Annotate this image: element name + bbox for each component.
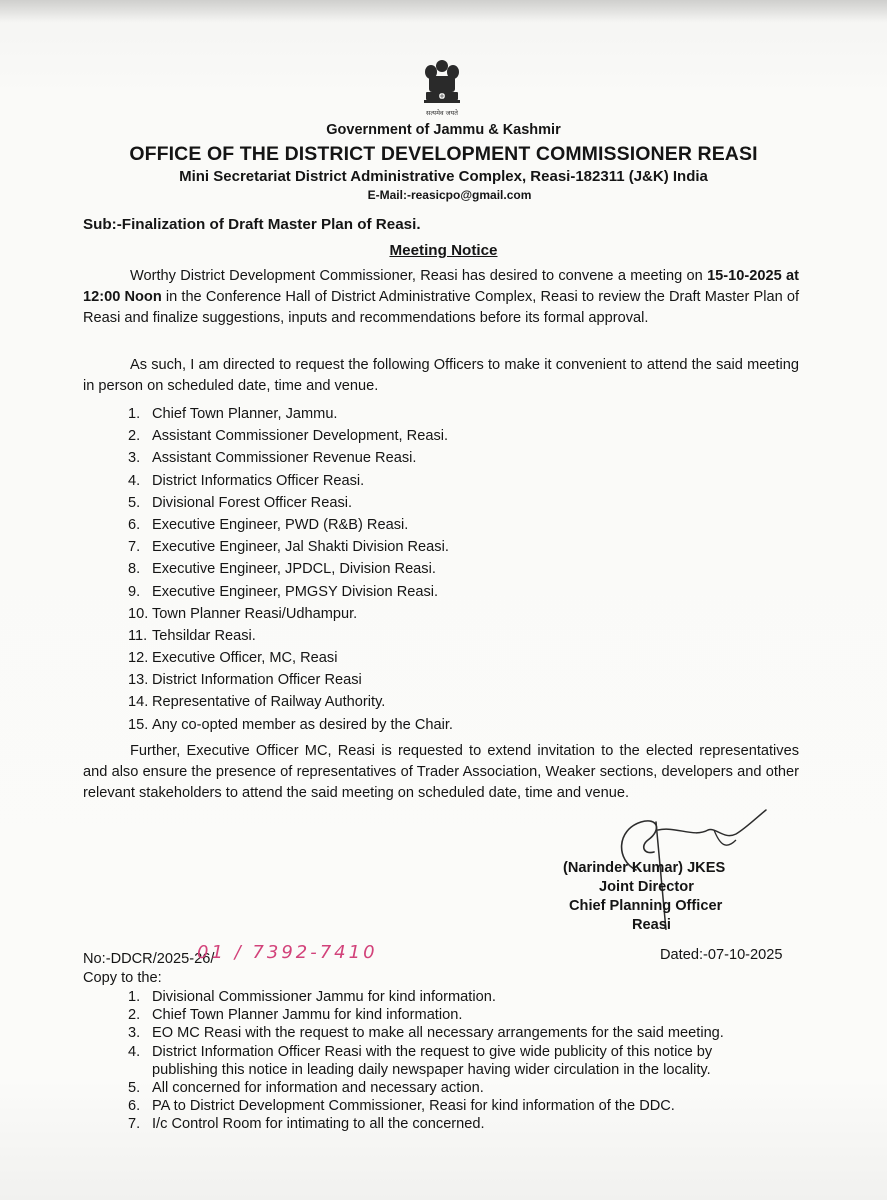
list-item-number: 6. [128, 516, 141, 533]
list-item [128, 650, 453, 672]
list-item [128, 450, 453, 472]
list-item-number: 9. [128, 583, 141, 600]
list-item-text: EO MC Reasi with the request to make all necessary arrangements for the said meeting. [152, 1025, 724, 1042]
list-item-text: PA to District Development Commissioner, Reasi for kind information of the DDC. [152, 1098, 675, 1115]
list-item-text: Representative of Railway Authority. [152, 694, 386, 711]
signatory-title-joint-director: Joint Director [599, 879, 694, 895]
list-item-number: 4. [128, 472, 141, 489]
emblem-caption: सत्यमेव जयते [426, 109, 458, 117]
handwritten-dispatch-number: 01 / 7392-7410 [197, 942, 378, 963]
list-item [128, 628, 453, 650]
national-emblem-icon [418, 58, 466, 124]
list-item-number: 14. [128, 694, 149, 711]
meeting-date-time: 15-10-2025 at 12:00 Noon [83, 268, 799, 305]
copy-to-list [128, 988, 724, 1134]
list-item-text: All concerned for information and necessary action. [152, 1080, 484, 1097]
list-item [128, 517, 453, 539]
list-item-number: 8. [128, 561, 141, 578]
list-item-number: 2. [128, 428, 141, 445]
list-item [128, 988, 724, 1006]
list-item-text: Any co-opted member as desired by the Chair. [152, 716, 453, 733]
list-item-number: 4. [128, 1043, 141, 1060]
list-item [128, 1115, 724, 1133]
list-item-text: Chief Town Planner, Jammu. [152, 406, 338, 422]
paragraph-invitation: Further, Executive Officer MC, Reasi is requested to extend invitation to the elected representatives and also ensure the presence of representatives of Trader Association, Weaker sections, developers and other relevant stakeholders to attend the said meeting on scheduled date, time and venue. [83, 743, 799, 801]
reference-number: No:-DDCR/2025-26/ [83, 951, 215, 967]
list-item-number: 1. [128, 406, 141, 422]
signatory-place: Reasi [632, 917, 671, 933]
list-item-number: 3. [128, 450, 141, 467]
list-item [128, 406, 453, 428]
list-item-number: 5. [128, 1080, 141, 1097]
paragraph-meeting-details [83, 266, 799, 329]
list-item-text: Assistant Commissioner Revenue Reasi. [152, 450, 417, 467]
list-item-text: Executive Engineer, JPDCL, Division Reasi. [152, 561, 436, 578]
list-item-text: District Information Officer Reasi [152, 672, 362, 689]
list-item-number: 2. [128, 1007, 141, 1024]
paragraph1-part1: Worthy District Development Commissioner, Reasi has desired to convene a meeting on [130, 268, 708, 284]
list-item-text: I/c Control Room for intimating to all the concerned. [152, 1116, 485, 1133]
list-item [128, 1097, 724, 1115]
copy-to-label: Copy to the: [83, 970, 162, 986]
list-item [128, 1024, 724, 1042]
list-item-text: Divisional Commissioner Jammu for kind information. [152, 989, 496, 1005]
list-item [128, 1006, 724, 1024]
office-title: OFFICE OF THE DISTRICT DEVELOPMENT COMMISSIONER REASI [129, 143, 758, 165]
signatory-title-cpo: Chief Planning Officer [569, 898, 723, 914]
list-item-text: Tehsildar Reasi. [152, 627, 256, 644]
list-item-number: 12. [128, 650, 149, 667]
list-item [128, 495, 453, 517]
document-date: Dated:-07-10-2025 [660, 947, 783, 963]
government-name: Government of Jammu & Kashmir [326, 122, 561, 138]
scan-edge-shadow [0, 0, 887, 22]
list-item-text: Divisional Forest Officer Reasi. [152, 494, 353, 511]
list-item-text: Executive Engineer, PWD (R&B) Reasi. [152, 516, 409, 533]
office-email: E-Mail:-reasicpo@gmail.com [367, 188, 532, 202]
list-item [128, 539, 453, 561]
paragraph1-part2: in the Conference Hall of District Administrative Complex, Reasi to review the Draft Master Plan of Reasi and finalize suggestions, inputs and recommendations before its formal approval. [83, 289, 799, 326]
list-item [128, 428, 453, 450]
list-item [128, 1043, 724, 1079]
list-item-text: Town Planner Reasi/Udhampur. [152, 605, 358, 622]
list-item [128, 694, 453, 716]
officers-list [128, 406, 453, 739]
list-item-number: 11. [128, 627, 148, 644]
office-address: Mini Secretariat District Administrative Complex, Reasi-182311 (J&K) India [179, 168, 708, 185]
list-item-number: 1. [128, 989, 141, 1005]
list-item-number: 15. [128, 716, 149, 733]
list-item [128, 584, 453, 606]
subject-line: Sub:-Finalization of Draft Master Plan of Reasi. [83, 216, 421, 233]
list-item [128, 561, 453, 583]
list-item-number: 13. [128, 672, 149, 689]
list-item-number: 6. [128, 1098, 141, 1115]
list-item-number: 3. [128, 1025, 141, 1042]
list-item [128, 1079, 724, 1097]
list-item-number: 7. [128, 539, 141, 556]
list-item-number: 10. [128, 605, 149, 622]
list-item-text: Assistant Commissioner Development, Reasi. [152, 428, 449, 445]
notice-title: Meeting Notice [389, 242, 498, 259]
list-item-text: District Information Officer Reasi with the request to give wide publicity of this notice by [152, 1043, 713, 1060]
signatory-name: (Narinder Kumar) JKES [563, 860, 726, 876]
list-item-text: Chief Town Planner Jammu for kind information. [152, 1007, 463, 1024]
list-item-number: 5. [128, 494, 141, 511]
list-item-number: 7. [128, 1116, 141, 1133]
list-item [128, 473, 453, 495]
list-item-text: District Informatics Officer Reasi. [152, 472, 365, 489]
list-item [128, 717, 453, 739]
list-item-text: Executive Engineer, PMGSY Division Reasi. [152, 583, 439, 600]
list-item-continuation: publishing this notice in leading daily newspaper having wider circulation in the locality. [152, 1061, 711, 1078]
paragraph-request: As such, I am directed to request the following Officers to make it convenient to attend the said meeting in person on scheduled date, time and venue. [83, 357, 799, 394]
list-item [128, 672, 453, 694]
list-item-text: Executive Officer, MC, Reasi [152, 650, 338, 667]
list-item-text: Executive Engineer, Jal Shakti Division Reasi. [152, 539, 449, 556]
list-item [128, 606, 453, 628]
